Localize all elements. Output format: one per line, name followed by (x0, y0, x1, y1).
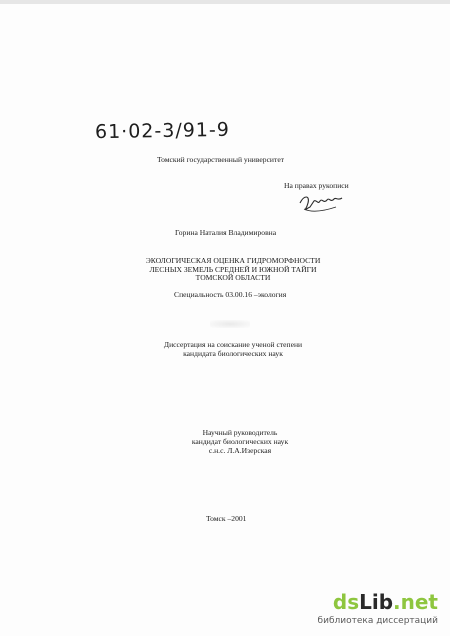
title-line: ТОМСКОЙ ОБЛАСТИ (195, 273, 271, 283)
scan-edge (0, 0, 450, 4)
watermark-subtitle: библиотека диссертаций (317, 616, 438, 626)
degree-statement (130, 340, 336, 358)
manuscript-rights-note: На правах рукописи (284, 181, 349, 190)
dissertation-title (130, 257, 336, 283)
specialty-line: Специальность 03.00.16 –экология (174, 290, 287, 299)
title-line: ЛЕСНЫХ ЗЕМЕЛЬ СРЕДНЕЙ И ЮЖНОЙ ТАЙГИ (149, 264, 317, 274)
supervisor-line: с.н.с. Л.А.Изерская (208, 446, 272, 455)
dslib-watermark[interactable] (317, 590, 438, 630)
logo-part-ds: ds (332, 590, 360, 614)
university-name: Томский государственный университет (157, 155, 285, 164)
title-line: ЭКОЛОГИЧЕСКАЯ ОЦЕНКА ГИДРОМОРФНОСТИ (145, 256, 321, 265)
degree-line: Диссертация на соискание ученой степени (163, 340, 303, 349)
scan-smudge (210, 320, 250, 328)
supervisor-line: Научный руководитель (202, 428, 278, 437)
city-year: Томск –2001 (206, 514, 247, 523)
logo-part-net: .net (393, 590, 438, 614)
degree-line: кандидата биологических наук (183, 349, 283, 358)
handwritten-catalog-code: 61·02-3/91-9 (94, 118, 231, 144)
handwritten-signature (296, 189, 346, 215)
supervisor-block (160, 428, 320, 455)
dslib-logo[interactable] (333, 590, 438, 614)
logo-part-lib: Lib (359, 590, 394, 614)
supervisor-line: кандидат биологических наук (191, 437, 289, 446)
author-name: Горина Наталия Владимировна (175, 228, 277, 237)
